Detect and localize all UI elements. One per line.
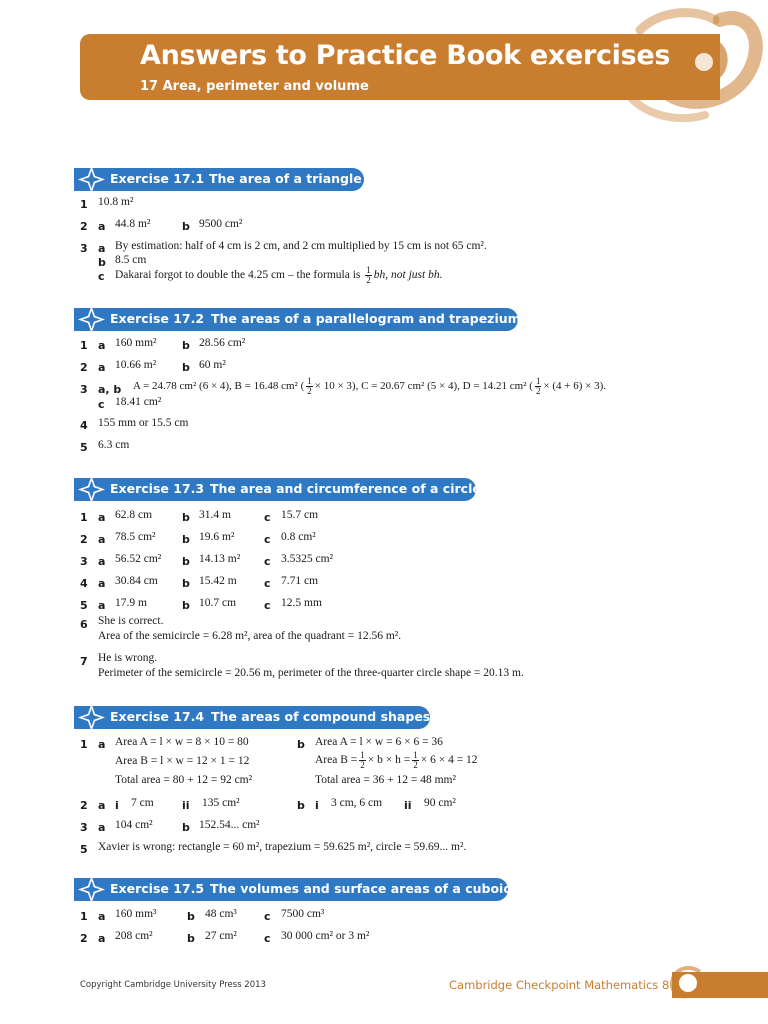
part-label: b [182, 511, 190, 524]
answer-text: A = 24.78 cm² (6 × 4), B = 16.48 cm² ( $\frac{1}{2}$ × 10 × 3), C = 20.67 cm² (5 × 4), D = 14.21 cm² ( $\frac{1}{2}$ × (4 + 6) × 3). [133, 376, 607, 396]
question-number: 4 [80, 419, 88, 432]
question-number: 4 [80, 577, 88, 590]
star-icon [78, 876, 105, 903]
part-label: c [98, 270, 105, 283]
question-number: 2 [80, 932, 88, 945]
question-number: 6 [80, 618, 88, 631]
question-number: 5 [80, 843, 88, 856]
part-label: a [98, 361, 106, 374]
exercise-number: Exercise 17.4 [110, 709, 205, 724]
star-icon [78, 166, 105, 193]
exercise-number: Exercise 17.1 [110, 171, 205, 186]
answer-text: By estimation: half of 4 cm is 2 cm, and 2 cm multiplied by 15 cm is not 65 cm². [115, 240, 487, 252]
answer-text: 3 cm, 6 cm [331, 797, 383, 809]
part-label: a [98, 220, 106, 233]
page-number: 1 [688, 977, 698, 992]
answer-text: She is correct. [98, 615, 164, 627]
part-label: b [182, 555, 190, 568]
part-label: a [98, 339, 106, 352]
answer-text: 30 000 cm² or 3 m² [281, 930, 370, 942]
question-number: 2 [80, 220, 88, 233]
exercise-heading [74, 878, 513, 901]
part-label: a [98, 821, 106, 834]
answer-text: 62.8 cm [115, 509, 153, 521]
part-label: b [182, 533, 190, 546]
part-label: a [98, 242, 106, 255]
exercise-number: Exercise 17.3 [110, 481, 205, 496]
part-label: b [182, 339, 190, 352]
answer-text: 208 cm² [115, 930, 153, 942]
part-label: b [98, 256, 106, 269]
answer-text: 10.8 m² [98, 196, 134, 208]
fraction: $\frac{1}{2}$ [366, 265, 371, 285]
answer-text: Area B = l × w = 12 × 1 = 12 [115, 755, 250, 767]
answer-text: 6.3 cm [98, 439, 130, 451]
question-number: 2 [80, 799, 88, 812]
exercise-heading [74, 478, 481, 501]
answer-text: 15.42 m [199, 575, 237, 587]
part-label: b [182, 821, 190, 834]
part-label: b [187, 932, 195, 945]
answer-text: 78.5 cm² [115, 531, 156, 543]
part-label: c [264, 577, 271, 590]
exercise-heading [74, 308, 521, 331]
part-label: ii [404, 799, 412, 812]
exercise-number: Exercise 17.2 [110, 311, 205, 326]
part-label: b [182, 577, 190, 590]
part-label: a [98, 799, 106, 812]
answer-text: 28.56 cm² [199, 337, 246, 349]
part-label: i [315, 799, 319, 812]
question-number: 3 [80, 555, 88, 568]
swirl-small-icon [666, 962, 706, 1002]
part-label: c [264, 533, 271, 546]
answer-text: 90 cm² [424, 797, 456, 809]
exercise-number: Exercise 17.5 [110, 881, 205, 896]
part-label: b [182, 361, 190, 374]
part-label: b [297, 799, 305, 812]
answer-text: 12.5 mm [281, 597, 322, 609]
exercise-title: The area of a triangle [209, 171, 362, 186]
answer-text: 27 cm² [205, 930, 237, 942]
exercise-title: The volumes and surface areas of a cuboid [210, 881, 513, 896]
part-label: ii [182, 799, 190, 812]
answer-text: 30.84 cm [115, 575, 158, 587]
question-number: 7 [80, 655, 88, 668]
question-number: 3 [80, 821, 88, 834]
question-number: 3 [80, 383, 88, 396]
answer-text: He is wrong. [98, 652, 158, 664]
copyright-text: Copyright Cambridge University Press 2013 [80, 980, 266, 990]
fraction: $\frac{1}{2}$ [413, 750, 418, 770]
chapter-subtitle: 17 Area, perimeter and volume [140, 79, 369, 94]
question-number: 2 [80, 533, 88, 546]
answer-text: 14.13 m² [199, 553, 241, 565]
answer-text: Total area = 80 + 12 = 92 cm² [115, 774, 253, 786]
book-title: Cambridge Checkpoint Mathematics 8 [449, 978, 670, 992]
question-number: 3 [80, 242, 88, 255]
answer-text: 60 m² [199, 359, 226, 371]
exercise-heading [74, 706, 430, 729]
question-number: 1 [80, 198, 88, 211]
answer-text: Total area = 36 + 12 = 48 mm² [315, 774, 456, 786]
answer-text: 3.5325 cm² [281, 553, 333, 565]
answer-text: 152.54... cm² [199, 819, 260, 831]
page-title: Answers to Practice Book exercises [140, 40, 671, 71]
answer-text: 31.4 m [199, 509, 231, 521]
part-label: c [264, 555, 271, 568]
question-number: 1 [80, 511, 88, 524]
answer-text: 7500 cm³ [281, 908, 325, 920]
part-label: b [182, 599, 190, 612]
part-label: c [264, 599, 271, 612]
part-label: b [297, 738, 305, 751]
answer-text: 8.5 cm [115, 254, 147, 266]
part-label: a [98, 511, 106, 524]
fraction: $\frac{1}{2}$ [307, 376, 312, 396]
question-number: 1 [80, 738, 88, 751]
part-label: c [98, 398, 105, 411]
fraction: $\frac{1}{2}$ [535, 376, 541, 396]
part-label: c [264, 932, 271, 945]
answer-text: 155 mm or 15.5 cm [98, 417, 189, 429]
part-label: a [98, 738, 106, 751]
answer-text: 9500 cm² [199, 218, 243, 230]
part-label: c [264, 910, 271, 923]
part-label: a [98, 599, 106, 612]
question-number: 2 [80, 361, 88, 374]
part-label: a, b [98, 383, 122, 396]
answer-text: Perimeter of the semicircle = 20.56 m, perimeter of the three-quarter circle shape = 20.13 m. [98, 667, 524, 679]
answer-text: 19.6 m² [199, 531, 235, 543]
question-number: 5 [80, 441, 88, 454]
answer-text: 44.8 m² [115, 218, 151, 230]
answer-text: Area A = l × w = 8 × 10 = 80 [115, 736, 249, 748]
part-label: c [264, 511, 271, 524]
answer-text: Area B = $\frac{1}{2}$ × b × h = $\frac{1}{2}$ × 6 × 4 = 12 [315, 750, 478, 770]
answer-text: 135 cm² [202, 797, 240, 809]
exercise-title: The area and circumference of a circle [210, 481, 481, 496]
answer-text: 7.71 cm [281, 575, 319, 587]
answer-text: Area of the semicircle = 6.28 m², area of the quadrant = 12.56 m². [98, 630, 402, 642]
question-number: 5 [80, 599, 88, 612]
part-label: a [98, 932, 106, 945]
star-icon [78, 306, 105, 333]
answer-text: 7 cm [131, 797, 154, 809]
answer-text: 104 cm² [115, 819, 153, 831]
exercise-title: The areas of a parallelogram and trapezium [211, 311, 521, 326]
answer-text: 160 mm³ [115, 908, 157, 920]
part-label: b [182, 220, 190, 233]
answer-text: 17.9 m [115, 597, 147, 609]
exercise-heading [74, 168, 364, 191]
part-label: a [98, 910, 106, 923]
part-label: b [187, 910, 195, 923]
answer-text: 10.7 cm [199, 597, 237, 609]
question-number: 1 [80, 910, 88, 923]
answer-text: 160 mm² [115, 337, 157, 349]
part-label: a [98, 577, 106, 590]
answer-text: 10.66 m² [115, 359, 157, 371]
answer-text: 48 cm³ [205, 908, 237, 920]
star-icon [78, 704, 105, 731]
exercise-title: The areas of compound shapes [211, 709, 431, 724]
answer-text: 15.7 cm [281, 509, 319, 521]
question-number: 1 [80, 339, 88, 352]
part-label: a [98, 533, 106, 546]
answer-text: Area A = l × w = 6 × 6 = 36 [315, 736, 443, 748]
answer-text: 56.52 cm² [115, 553, 162, 565]
answer-text: 0.8 cm² [281, 531, 316, 543]
answer-text: Dakarai forgot to double the 4.25 cm – the formula is $\frac{1}{2}$ bh, not just bh. [115, 265, 443, 285]
star-icon [78, 476, 105, 503]
fraction: $\frac{1}{2}$ [360, 750, 365, 770]
answer-text: 18.41 cm² [115, 396, 162, 408]
part-label: a [98, 555, 106, 568]
part-label: i [115, 799, 119, 812]
answer-text: Xavier is wrong: rectangle = 60 m², trapezium = 59.625 m², circle = 59.69... m². [98, 841, 467, 853]
